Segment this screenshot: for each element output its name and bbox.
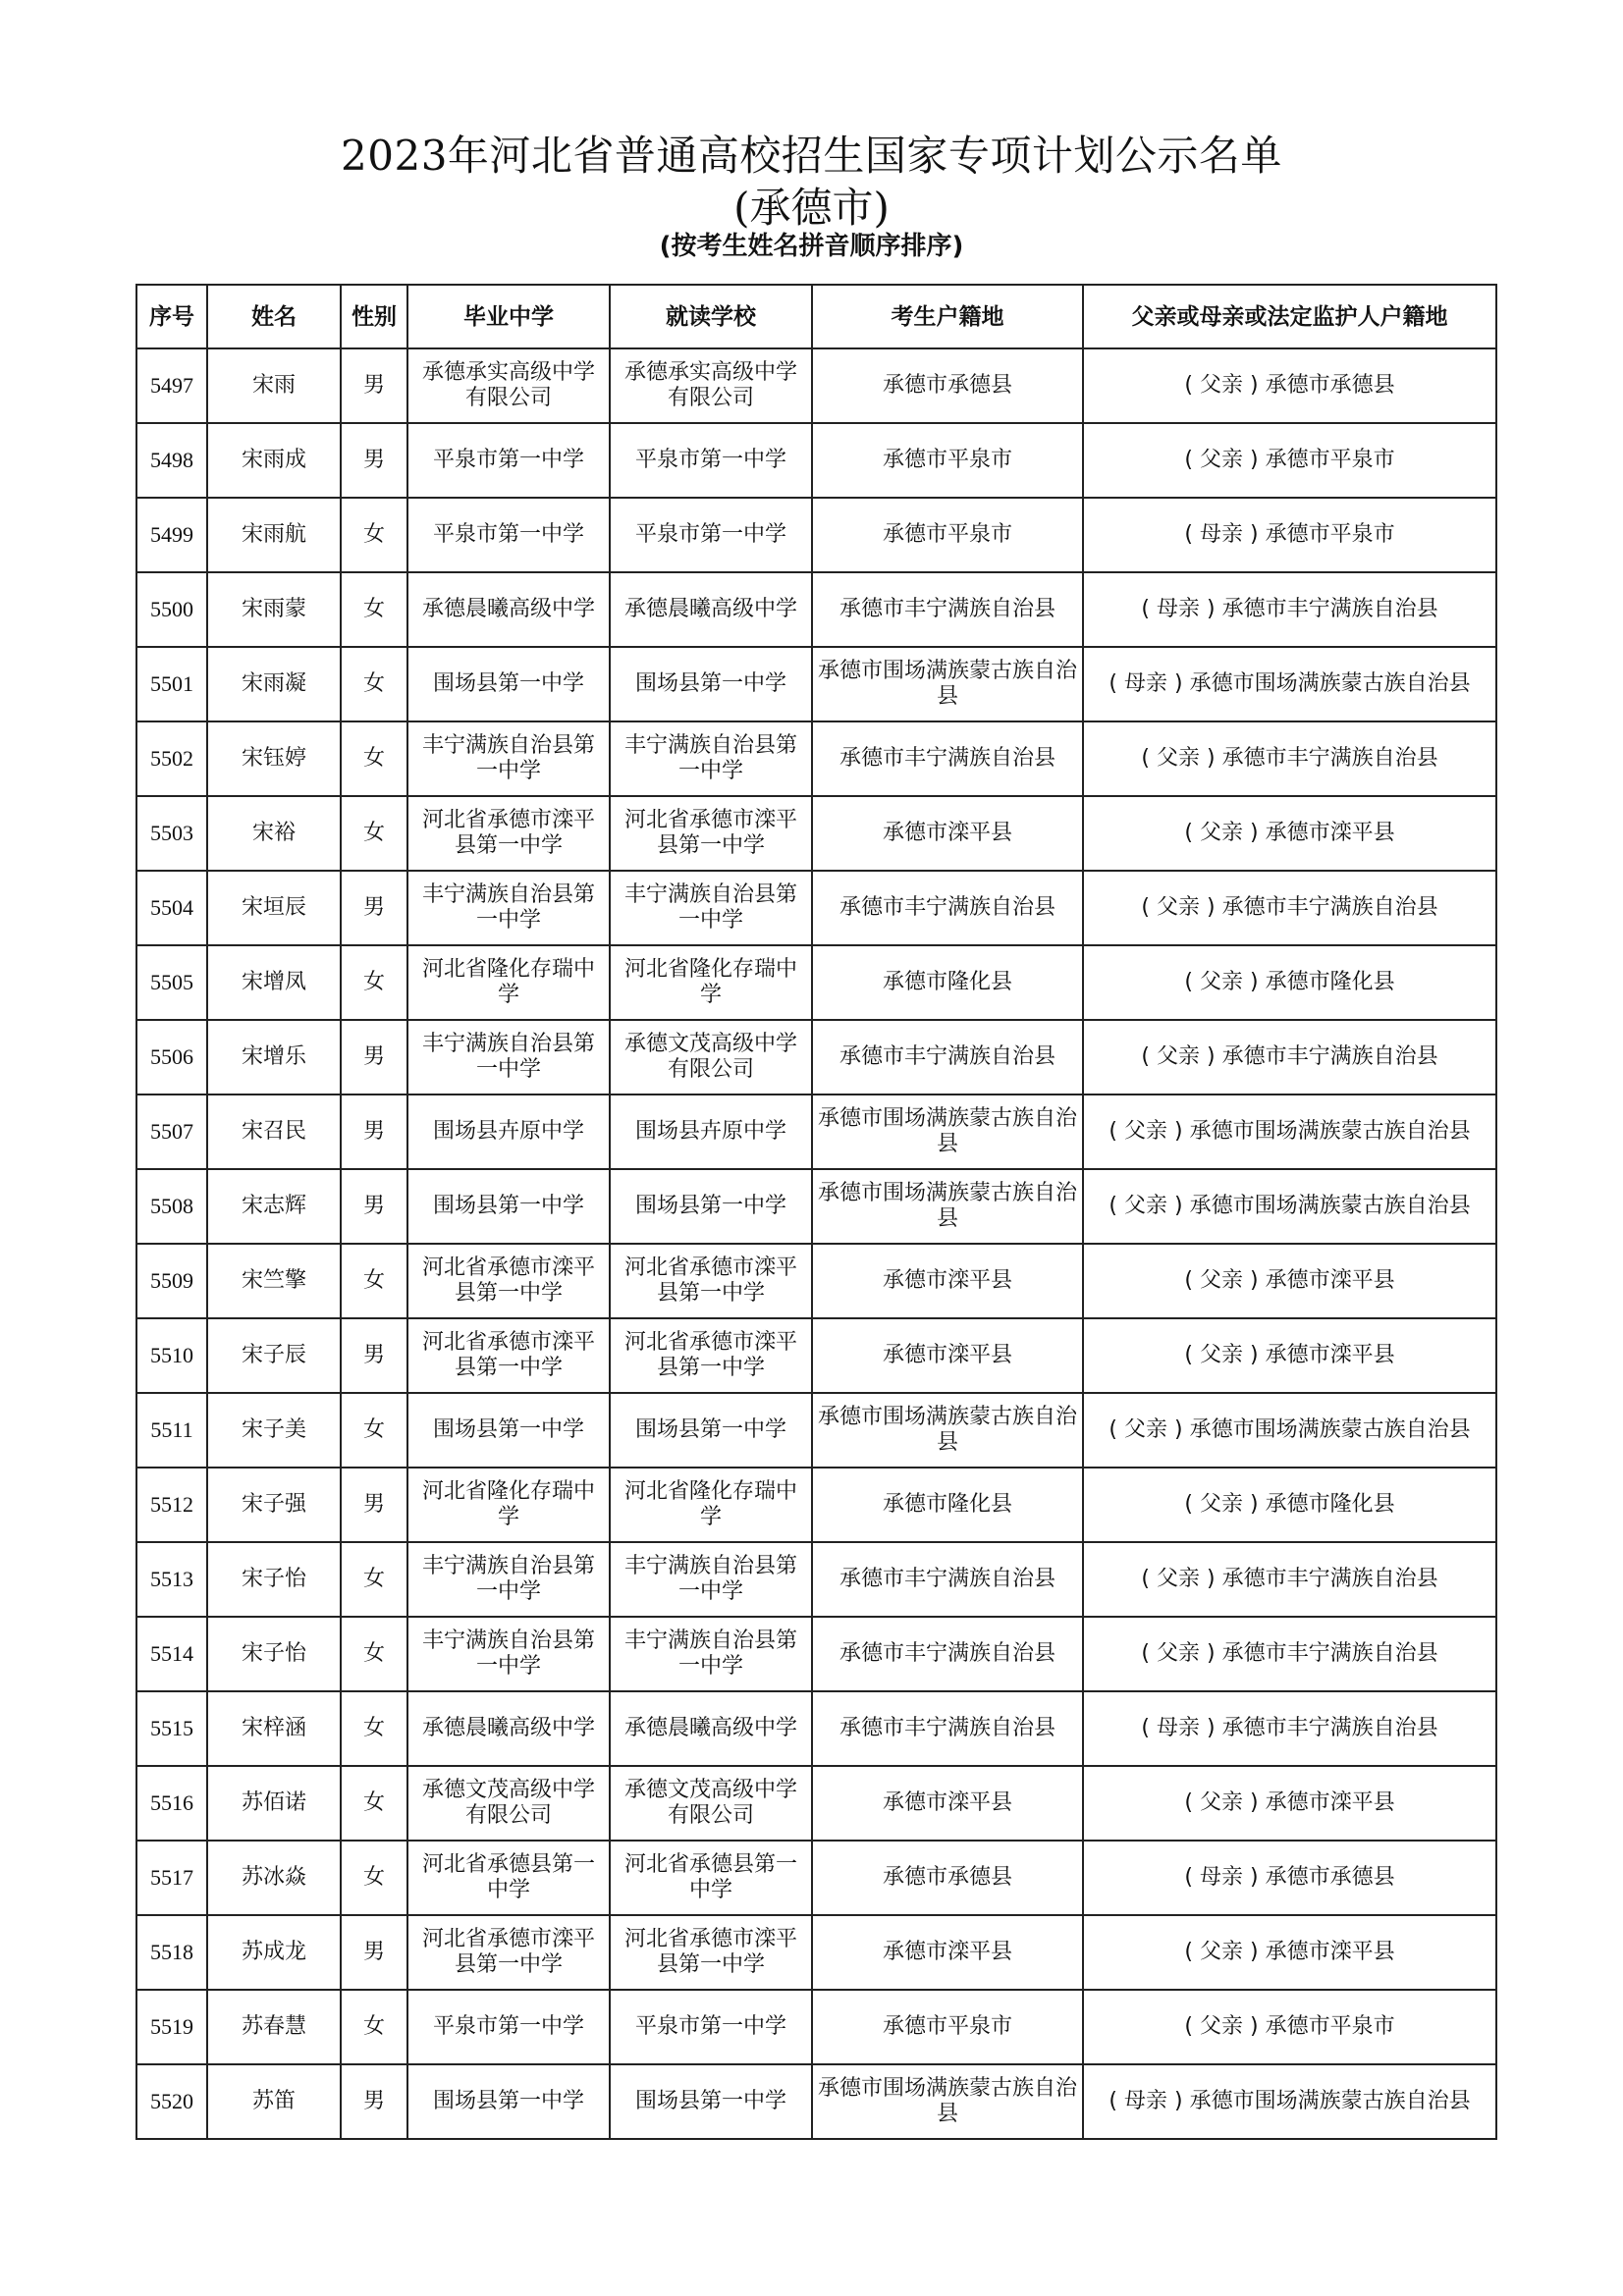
sort-note: (按考生姓名拼音顺序排序) [659, 232, 964, 261]
cell-seq: 5516 [136, 1766, 207, 1841]
cell-name: 宋子强 [207, 1468, 341, 1542]
table-row [136, 945, 1496, 1020]
header-name: 姓名 [207, 285, 341, 348]
cell-seq: 5513 [136, 1542, 207, 1617]
cell-guardian-residence: ( 父亲 ) 承德市围场满族蒙古族自治县 [1083, 1095, 1496, 1169]
cell-guardian-residence: ( 父亲 ) 承德市围场满族蒙古族自治县 [1083, 1393, 1496, 1468]
table-row [136, 1915, 1496, 1990]
cell-graduation-school: 丰宁满族自治县第一中学 [407, 721, 610, 796]
cell-graduation-school: 丰宁满族自治县第一中学 [407, 1617, 610, 1691]
cell-current-school: 丰宁满族自治县第一中学 [610, 1542, 812, 1617]
cell-graduation-school: 平泉市第一中学 [407, 1990, 610, 2064]
table-row [136, 348, 1496, 423]
table-body [136, 348, 1496, 2139]
cell-graduation-school: 河北省承德市滦平县第一中学 [407, 1318, 610, 1393]
cell-guardian-residence: ( 父亲 ) 承德市滦平县 [1083, 1244, 1496, 1318]
cell-graduation-school: 围场县第一中学 [407, 1169, 610, 1244]
cell-graduation-school: 承德文茂高级中学有限公司 [407, 1766, 610, 1841]
table-row [136, 2064, 1496, 2139]
cell-student-residence: 承德市承德县 [812, 1841, 1083, 1915]
header-graduation-school: 毕业中学 [407, 285, 610, 348]
cell-seq: 5503 [136, 796, 207, 871]
cell-gender: 女 [341, 1691, 407, 1766]
cell-student-residence: 承德市滦平县 [812, 796, 1083, 871]
cell-graduation-school: 围场县卉原中学 [407, 1095, 610, 1169]
header-guardian-residence: 父亲或母亲或法定监护人户籍地 [1083, 285, 1496, 348]
cell-current-school: 河北省承德市滦平县第一中学 [610, 1915, 812, 1990]
cell-name: 苏佰诺 [207, 1766, 341, 1841]
cell-gender: 男 [341, 1169, 407, 1244]
cell-guardian-residence: ( 父亲 ) 承德市平泉市 [1083, 1990, 1496, 2064]
cell-seq: 5515 [136, 1691, 207, 1766]
cell-current-school: 丰宁满族自治县第一中学 [610, 1617, 812, 1691]
table-row [136, 721, 1496, 796]
cell-seq: 5498 [136, 423, 207, 498]
cell-guardian-residence: ( 母亲 ) 承德市围场满族蒙古族自治县 [1083, 2064, 1496, 2139]
cell-gender: 女 [341, 945, 407, 1020]
cell-guardian-residence: ( 父亲 ) 承德市平泉市 [1083, 423, 1496, 498]
table-row [136, 1841, 1496, 1915]
cell-seq: 5519 [136, 1990, 207, 2064]
cell-current-school: 河北省承德县第一中学 [610, 1841, 812, 1915]
cell-current-school: 承德承实高级中学有限公司 [610, 348, 812, 423]
cell-graduation-school: 河北省隆化存瑞中学 [407, 1468, 610, 1542]
cell-current-school: 围场县卉原中学 [610, 1095, 812, 1169]
cell-graduation-school: 河北省承德县第一中学 [407, 1841, 610, 1915]
table-row [136, 647, 1496, 721]
cell-name: 宋子美 [207, 1393, 341, 1468]
cell-gender: 男 [341, 1318, 407, 1393]
cell-gender: 女 [341, 498, 407, 572]
cell-gender: 男 [341, 348, 407, 423]
cell-student-residence: 承德市丰宁满族自治县 [812, 1020, 1083, 1095]
cell-student-residence: 承德市围场满族蒙古族自治县 [812, 1393, 1083, 1468]
cell-seq: 5507 [136, 1095, 207, 1169]
table-row [136, 1617, 1496, 1691]
cell-guardian-residence: ( 母亲 ) 承德市丰宁满族自治县 [1083, 572, 1496, 647]
cell-graduation-school: 承德承实高级中学有限公司 [407, 348, 610, 423]
table-row [136, 1095, 1496, 1169]
cell-seq: 5517 [136, 1841, 207, 1915]
cell-graduation-school: 平泉市第一中学 [407, 498, 610, 572]
cell-guardian-residence: ( 母亲 ) 承德市承德县 [1083, 1841, 1496, 1915]
cell-graduation-school: 围场县第一中学 [407, 647, 610, 721]
cell-gender: 女 [341, 572, 407, 647]
cell-seq: 5509 [136, 1244, 207, 1318]
cell-name: 宋志辉 [207, 1169, 341, 1244]
cell-seq: 5497 [136, 348, 207, 423]
cell-student-residence: 承德市滦平县 [812, 1915, 1083, 1990]
cell-gender: 女 [341, 796, 407, 871]
cell-gender: 男 [341, 1095, 407, 1169]
cell-seq: 5518 [136, 1915, 207, 1990]
table-row [136, 796, 1496, 871]
cell-graduation-school: 河北省承德市滦平县第一中学 [407, 796, 610, 871]
table-row [136, 1468, 1496, 1542]
cell-name: 宋雨蒙 [207, 572, 341, 647]
cell-graduation-school: 河北省承德市滦平县第一中学 [407, 1244, 610, 1318]
cell-seq: 5508 [136, 1169, 207, 1244]
cell-student-residence: 承德市丰宁满族自治县 [812, 1691, 1083, 1766]
cell-seq: 5520 [136, 2064, 207, 2139]
table-row [136, 498, 1496, 572]
cell-seq: 5510 [136, 1318, 207, 1393]
cell-name: 宋钰婷 [207, 721, 341, 796]
cell-name: 宋梓涵 [207, 1691, 341, 1766]
cell-name: 宋子怡 [207, 1617, 341, 1691]
cell-current-school: 丰宁满族自治县第一中学 [610, 721, 812, 796]
cell-student-residence: 承德市丰宁满族自治县 [812, 572, 1083, 647]
cell-name: 宋子怡 [207, 1542, 341, 1617]
cell-student-residence: 承德市围场满族蒙古族自治县 [812, 647, 1083, 721]
cell-graduation-school: 丰宁满族自治县第一中学 [407, 1020, 610, 1095]
table-row [136, 1244, 1496, 1318]
cell-student-residence: 承德市围场满族蒙古族自治县 [812, 1095, 1083, 1169]
cell-guardian-residence: ( 父亲 ) 承德市丰宁满族自治县 [1083, 871, 1496, 945]
cell-seq: 5514 [136, 1617, 207, 1691]
cell-current-school: 承德晨曦高级中学 [610, 1691, 812, 1766]
cell-graduation-school: 河北省隆化存瑞中学 [407, 945, 610, 1020]
cell-student-residence: 承德市平泉市 [812, 498, 1083, 572]
table-row [136, 1990, 1496, 2064]
cell-gender: 男 [341, 1915, 407, 1990]
page-title: 2023年河北省普通高校招生国家专项计划公示名单 [341, 132, 1282, 180]
cell-current-school: 河北省承德市滦平县第一中学 [610, 1244, 812, 1318]
cell-seq: 5501 [136, 647, 207, 721]
roster-table [135, 284, 1497, 2140]
cell-seq: 5499 [136, 498, 207, 572]
cell-gender: 女 [341, 1617, 407, 1691]
table-row [136, 1542, 1496, 1617]
cell-current-school: 承德文茂高级中学有限公司 [610, 1766, 812, 1841]
cell-current-school: 围场县第一中学 [610, 647, 812, 721]
cell-name: 宋竺擎 [207, 1244, 341, 1318]
cell-name: 苏冰焱 [207, 1841, 341, 1915]
cell-guardian-residence: ( 父亲 ) 承德市滦平县 [1083, 796, 1496, 871]
cell-gender: 男 [341, 871, 407, 945]
cell-student-residence: 承德市隆化县 [812, 1468, 1083, 1542]
cell-student-residence: 承德市隆化县 [812, 945, 1083, 1020]
cell-current-school: 河北省承德市滦平县第一中学 [610, 796, 812, 871]
header-student-residence: 考生户籍地 [812, 285, 1083, 348]
cell-name: 宋裕 [207, 796, 341, 871]
cell-graduation-school: 平泉市第一中学 [407, 423, 610, 498]
cell-guardian-residence: ( 父亲 ) 承德市滦平县 [1083, 1318, 1496, 1393]
cell-guardian-residence: ( 父亲 ) 承德市丰宁满族自治县 [1083, 721, 1496, 796]
cell-name: 苏春慧 [207, 1990, 341, 2064]
cell-student-residence: 承德市丰宁满族自治县 [812, 871, 1083, 945]
cell-student-residence: 承德市围场满族蒙古族自治县 [812, 1169, 1083, 1244]
cell-graduation-school: 丰宁满族自治县第一中学 [407, 1542, 610, 1617]
cell-graduation-school: 河北省承德市滦平县第一中学 [407, 1915, 610, 1990]
cell-name: 苏成龙 [207, 1915, 341, 1990]
cell-current-school: 河北省隆化存瑞中学 [610, 945, 812, 1020]
cell-current-school: 平泉市第一中学 [610, 498, 812, 572]
cell-seq: 5506 [136, 1020, 207, 1095]
cell-name: 宋雨航 [207, 498, 341, 572]
cell-guardian-residence: ( 父亲 ) 承德市丰宁满族自治县 [1083, 1020, 1496, 1095]
cell-current-school: 河北省隆化存瑞中学 [610, 1468, 812, 1542]
cell-student-residence: 承德市平泉市 [812, 1990, 1083, 2064]
cell-gender: 女 [341, 647, 407, 721]
cell-name: 苏笛 [207, 2064, 341, 2139]
cell-guardian-residence: ( 父亲 ) 承德市丰宁满族自治县 [1083, 1542, 1496, 1617]
cell-guardian-residence: ( 父亲 ) 承德市丰宁满族自治县 [1083, 1617, 1496, 1691]
cell-gender: 女 [341, 1542, 407, 1617]
cell-guardian-residence: ( 父亲 ) 承德市承德县 [1083, 348, 1496, 423]
cell-gender: 女 [341, 1766, 407, 1841]
cell-student-residence: 承德市滦平县 [812, 1244, 1083, 1318]
cell-student-residence: 承德市丰宁满族自治县 [812, 1617, 1083, 1691]
cell-name: 宋雨凝 [207, 647, 341, 721]
cell-student-residence: 承德市围场满族蒙古族自治县 [812, 2064, 1083, 2139]
cell-student-residence: 承德市承德县 [812, 348, 1083, 423]
cell-name: 宋增乐 [207, 1020, 341, 1095]
cell-seq: 5504 [136, 871, 207, 945]
cell-current-school: 河北省承德市滦平县第一中学 [610, 1318, 812, 1393]
table-row [136, 1020, 1496, 1095]
cell-guardian-residence: ( 父亲 ) 承德市隆化县 [1083, 1468, 1496, 1542]
cell-graduation-school: 丰宁满族自治县第一中学 [407, 871, 610, 945]
header-gender: 性别 [341, 285, 407, 348]
cell-gender: 女 [341, 1244, 407, 1318]
cell-name: 宋雨 [207, 348, 341, 423]
cell-seq: 5511 [136, 1393, 207, 1468]
cell-gender: 女 [341, 1393, 407, 1468]
cell-current-school: 平泉市第一中学 [610, 423, 812, 498]
table-row [136, 1318, 1496, 1393]
cell-gender: 女 [341, 1990, 407, 2064]
cell-guardian-residence: ( 父亲 ) 承德市围场满族蒙古族自治县 [1083, 1169, 1496, 1244]
cell-gender: 男 [341, 2064, 407, 2139]
cell-gender: 女 [341, 1841, 407, 1915]
table-row [136, 1766, 1496, 1841]
cell-student-residence: 承德市丰宁满族自治县 [812, 721, 1083, 796]
table-row [136, 1393, 1496, 1468]
table-row [136, 871, 1496, 945]
cell-current-school: 围场县第一中学 [610, 1169, 812, 1244]
cell-guardian-residence: ( 父亲 ) 承德市隆化县 [1083, 945, 1496, 1020]
cell-student-residence: 承德市平泉市 [812, 423, 1083, 498]
table-header-row [136, 285, 1496, 348]
cell-guardian-residence: ( 母亲 ) 承德市围场满族蒙古族自治县 [1083, 647, 1496, 721]
cell-name: 宋子辰 [207, 1318, 341, 1393]
header-seq: 序号 [136, 285, 207, 348]
cell-current-school: 平泉市第一中学 [610, 1990, 812, 2064]
cell-student-residence: 承德市滦平县 [812, 1766, 1083, 1841]
cell-name: 宋垣辰 [207, 871, 341, 945]
cell-seq: 5500 [136, 572, 207, 647]
cell-name: 宋增凤 [207, 945, 341, 1020]
cell-graduation-school: 承德晨曦高级中学 [407, 1691, 610, 1766]
cell-graduation-school: 承德晨曦高级中学 [407, 572, 610, 647]
cell-seq: 5512 [136, 1468, 207, 1542]
cell-graduation-school: 围场县第一中学 [407, 2064, 610, 2139]
cell-guardian-residence: ( 父亲 ) 承德市滦平县 [1083, 1915, 1496, 1990]
cell-gender: 女 [341, 721, 407, 796]
cell-seq: 5502 [136, 721, 207, 796]
cell-gender: 男 [341, 1468, 407, 1542]
page-subtitle: (承德市) [733, 184, 890, 232]
cell-current-school: 围场县第一中学 [610, 1393, 812, 1468]
cell-current-school: 承德文茂高级中学有限公司 [610, 1020, 812, 1095]
cell-graduation-school: 围场县第一中学 [407, 1393, 610, 1468]
cell-student-residence: 承德市丰宁满族自治县 [812, 1542, 1083, 1617]
cell-seq: 5505 [136, 945, 207, 1020]
table-row [136, 1169, 1496, 1244]
cell-student-residence: 承德市滦平县 [812, 1318, 1083, 1393]
table-row [136, 1691, 1496, 1766]
cell-current-school: 承德晨曦高级中学 [610, 572, 812, 647]
cell-name: 宋召民 [207, 1095, 341, 1169]
table-row [136, 423, 1496, 498]
cell-gender: 男 [341, 1020, 407, 1095]
cell-gender: 男 [341, 423, 407, 498]
cell-current-school: 丰宁满族自治县第一中学 [610, 871, 812, 945]
header-current-school: 就读学校 [610, 285, 812, 348]
cell-name: 宋雨成 [207, 423, 341, 498]
cell-guardian-residence: ( 母亲 ) 承德市平泉市 [1083, 498, 1496, 572]
cell-guardian-residence: ( 父亲 ) 承德市滦平县 [1083, 1766, 1496, 1841]
cell-guardian-residence: ( 母亲 ) 承德市丰宁满族自治县 [1083, 1691, 1496, 1766]
table-row [136, 572, 1496, 647]
cell-current-school: 围场县第一中学 [610, 2064, 812, 2139]
